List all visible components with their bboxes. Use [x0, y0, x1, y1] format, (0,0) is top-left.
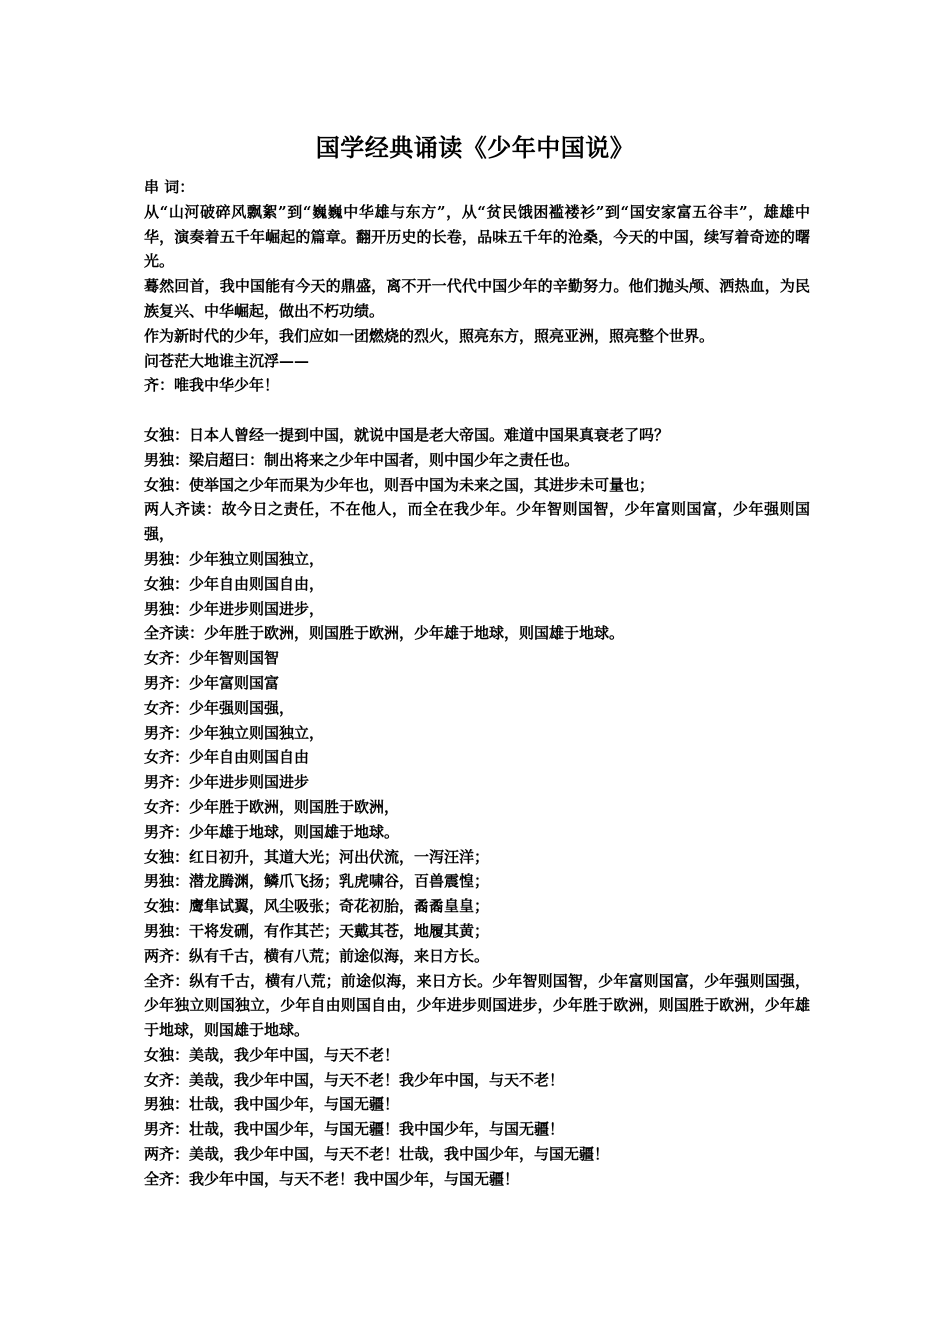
blank-line [144, 398, 810, 423]
script-line: 女独：鹰隼试翼，风尘吸张；奇花初胎，矞矞皇皇； [144, 897, 490, 916]
paragraph: 蓦然回首，我中国能有今天的鼎盛，离不开一代代中国少年的辛勤努力。他们抛头颅、洒热血，为民族复兴、中华崛起，做出不朽功绩。 [144, 277, 810, 320]
script-line: 全齐读：少年胜于欧洲，则国胜于欧洲，少年雄于地球，则国雄于地球。 [144, 624, 625, 643]
script-line: 女齐：少年自由则国自由 [144, 748, 310, 767]
section-label: 串 词： [144, 178, 195, 196]
script-line: 女齐：少年智则国智 [144, 649, 280, 668]
script-line: 男独：干将发硎，有作其芒；天戴其苍，地履其黄； [144, 921, 490, 940]
script-line: 两齐：美哉，我少年中国，与天不老！壮哉，我中国少年，与国无疆！ [144, 1145, 610, 1164]
script-line: 男独：少年独立则国独立， [144, 549, 325, 568]
script-line: 女齐：美哉，我少年中国，与天不老！我少年中国，与天不老！ [144, 1070, 565, 1089]
script-line: 男齐：少年独立则国独立， [144, 723, 325, 742]
script-line: 男独：壮哉，我中国少年，与国无疆！ [144, 1095, 400, 1114]
script-line: 男独：梁启超曰：制出将来之少年中国者，则中国少年之责任也。 [144, 450, 580, 469]
paragraph: 齐：唯我中华少年！ [144, 376, 280, 395]
script-line: 女独：使举国之少年而果为少年也，则吾中国为未来之国，其进步未可量也； [144, 475, 655, 494]
script-line: 男齐：少年雄于地球，则国雄于地球。 [144, 822, 400, 841]
script-line: 男齐：少年进步则国进步 [144, 773, 310, 792]
script-line: 女独：少年自由则国自由， [144, 574, 325, 593]
paragraph: 从“山河破碎风飘絮”到“巍巍中华雄与东方”，从“贫民饿困褴褛衫”到“国安家富五谷丰”，雄雄中华，演奏着五千年崛起的篇章。翻开历史的长卷，品味五千年的沧桑，今天的中国，续写着奇迹的曙光。 [144, 202, 810, 271]
paragraph: 作为新时代的少年，我们应如一团燃烧的烈火，照亮东方，照亮亚洲，照亮整个世界。 [144, 326, 715, 345]
script-line: 女独：日本人曾经一提到中国，就说中国是老大帝国。难道中国果真衰老了吗？ [144, 425, 670, 444]
script-line: 女齐：少年胜于欧洲，则国胜于欧洲， [144, 797, 400, 816]
script-line: 全齐：我少年中国，与天不老！我中国少年，与国无疆！ [144, 1169, 520, 1188]
paragraph: 问苍茫大地谁主沉浮—— [144, 351, 310, 370]
document-body [144, 175, 810, 1192]
document-title: 国学经典诵读《少年中国说》 [315, 133, 635, 162]
script-line: 男齐：少年富则国富 [144, 673, 280, 692]
script-line: 男独：少年进步则国进步， [144, 599, 325, 618]
script-line: 女齐：少年强则国强， [144, 698, 295, 717]
script-line: 女独：美哉，我少年中国，与天不老！ [144, 1045, 400, 1064]
script-line: 两齐：纵有千古，横有八荒；前途似海，来日方长。 [144, 946, 490, 965]
script-line: 男独：潜龙腾渊，鳞爪飞扬；乳虎啸谷，百兽震惶； [144, 872, 490, 891]
script-line: 女独：红日初升，其道大光；河出伏流，一泻汪洋； [144, 847, 490, 866]
script-line: 男齐：壮哉，我中国少年，与国无疆！我中国少年，与国无疆！ [144, 1120, 565, 1139]
script-line: 全齐：纵有千古，横有八荒；前途似海，来日方长。少年智则国智，少年富则国富，少年强则国强，少年独立则国独立，少年自由则国自由，少年进步则国进步，少年胜于欧洲，则国胜于欧洲，少年雄于地球，则国雄于地球。 [144, 971, 810, 1040]
script-line: 两人齐读：故今日之责任，不在他人，而全在我少年。少年智则国智，少年富则国富，少年强则国强， [144, 500, 810, 544]
